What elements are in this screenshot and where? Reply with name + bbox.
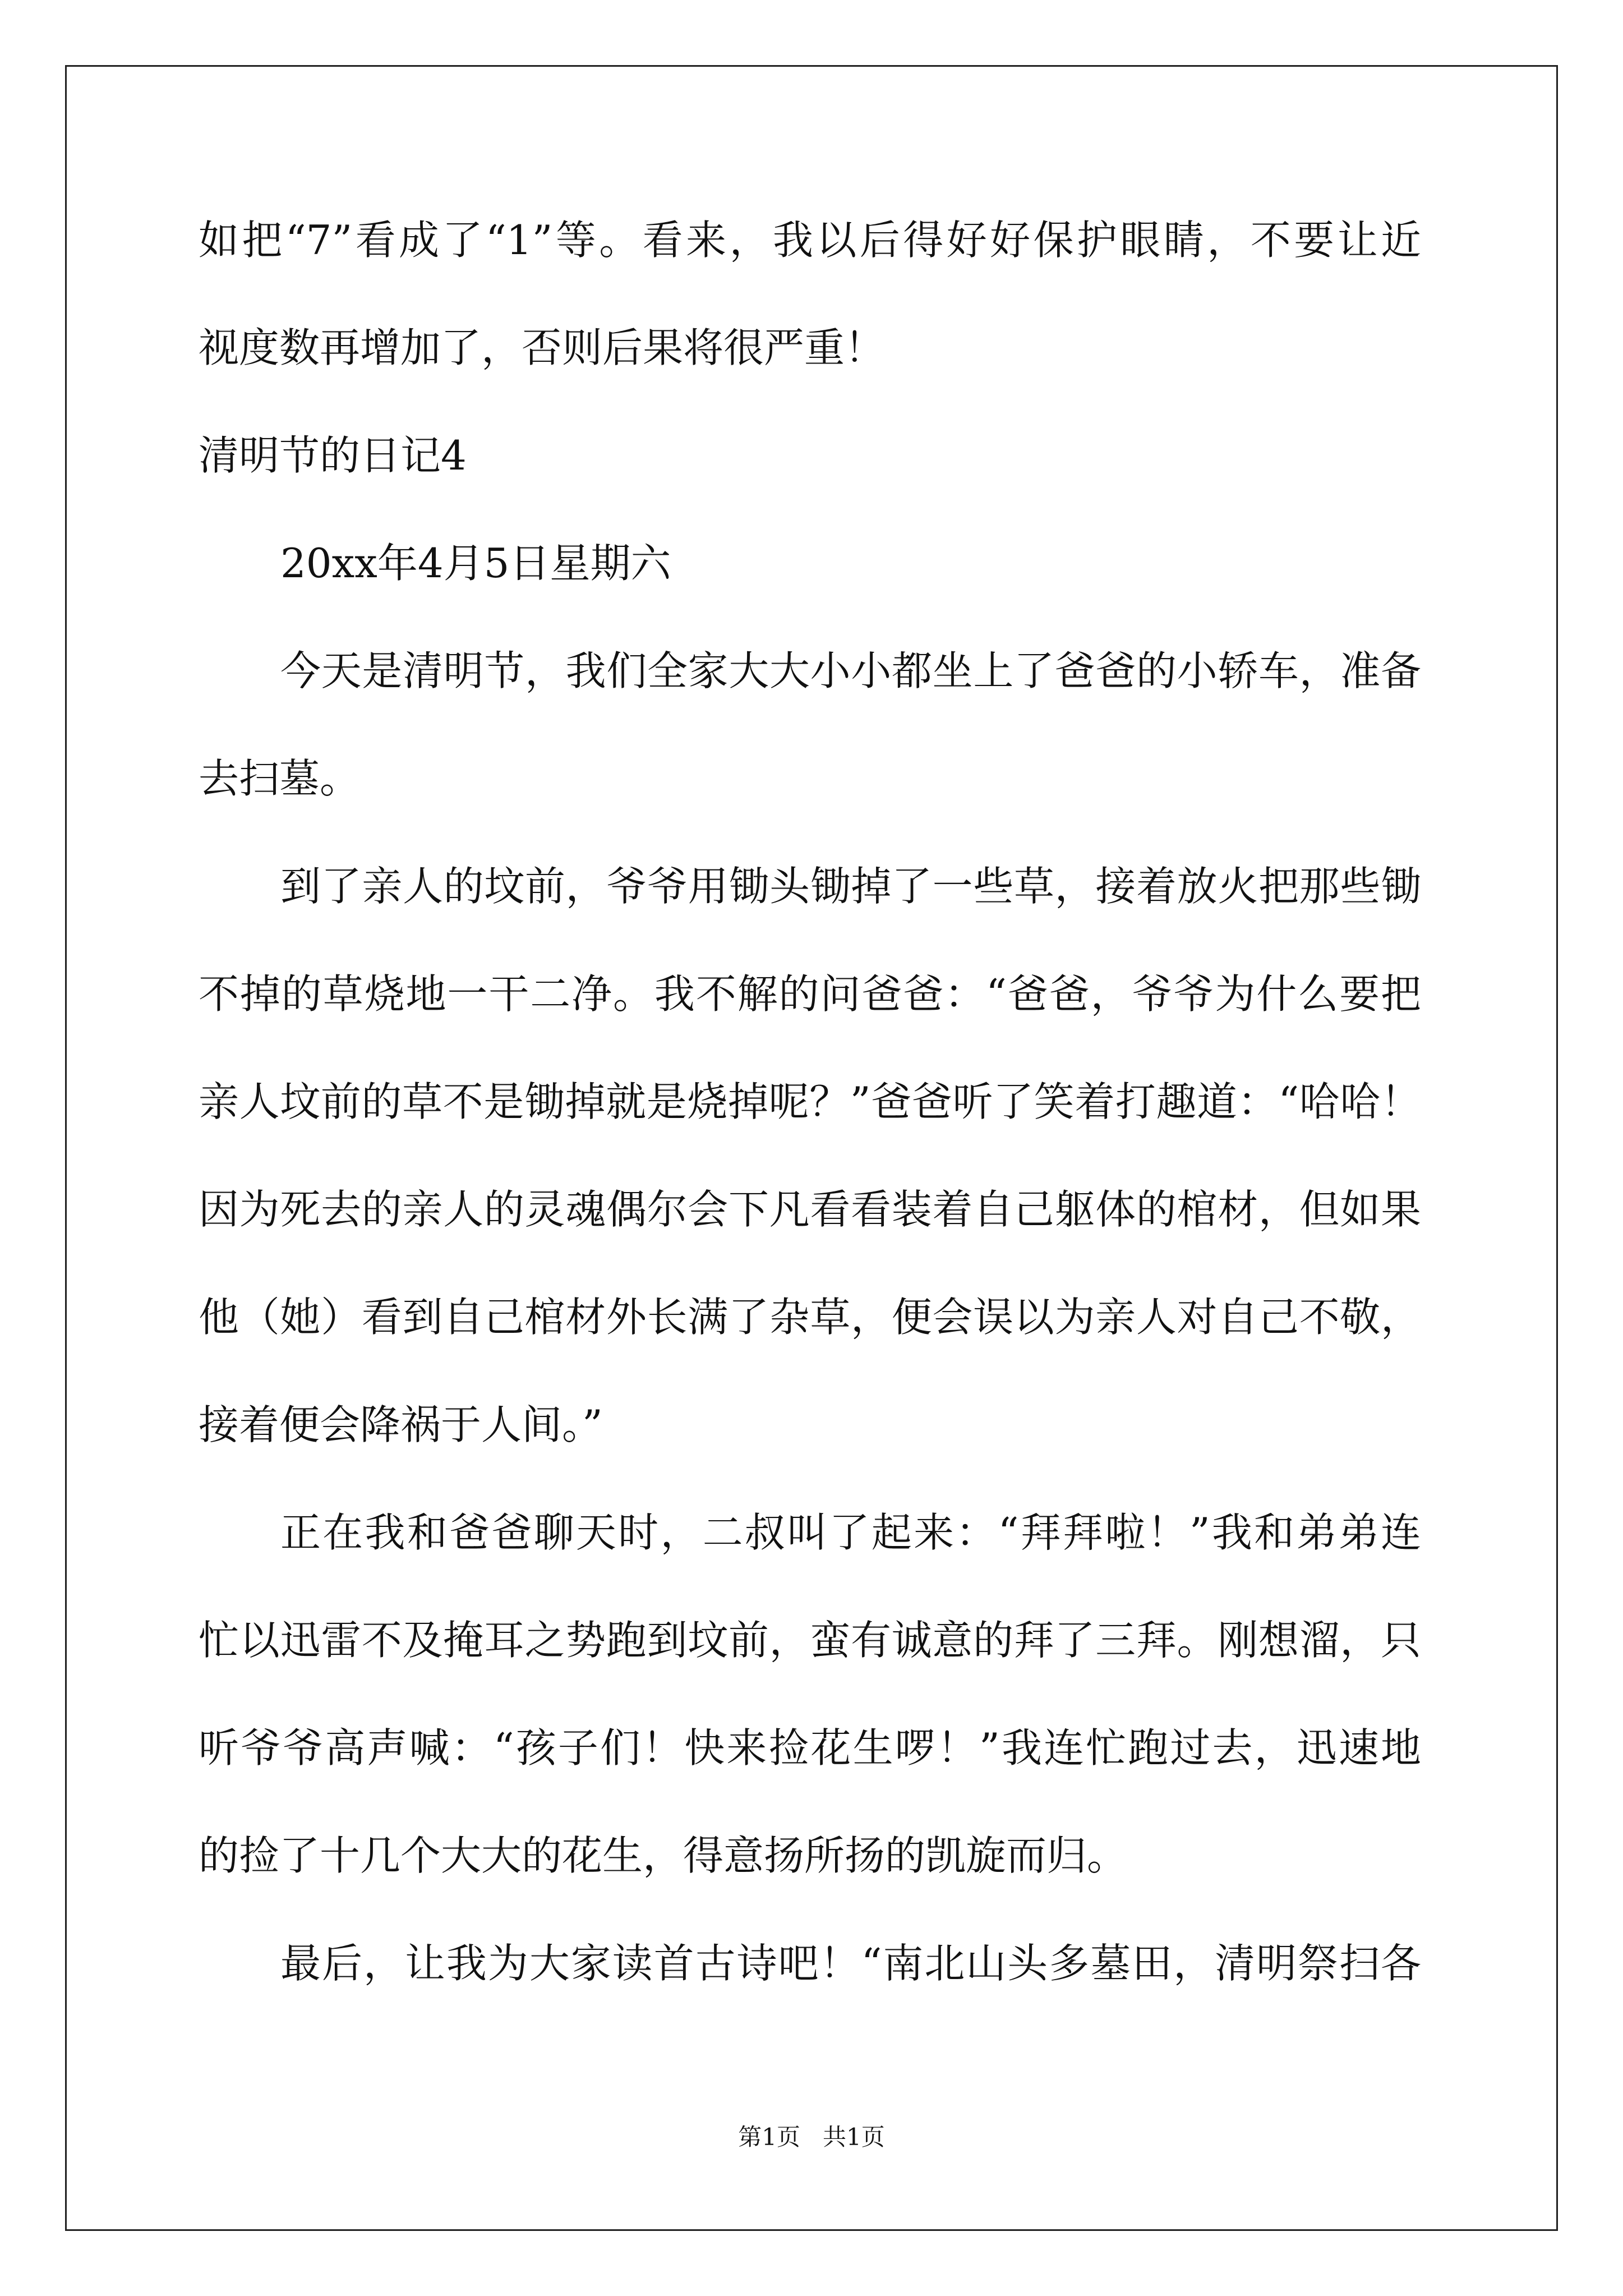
text-line: 因为死去的亲人的灵魂偶尔会下凡看看装着自己躯体的棺材，但如果 xyxy=(199,1186,1421,1233)
text-line: 听爷爷高声喊：“孩子们！快来捡花生啰！”我连忙跑过去，迅速地 xyxy=(199,1724,1421,1772)
text-line: 他（她）看到自己棺材外长满了杂草，便会误以为亲人对自己不敬， xyxy=(199,1294,1421,1341)
text-line: 不掉的草烧地一干二净。我不解的问爸爸：“爸爸，爷爷为什么要把 xyxy=(199,970,1421,1018)
text-line: 今天是清明节，我们全家大大小小都坐上了爸爸的小轿车，准备 xyxy=(280,647,1421,694)
text-line: 亲人坟前的草不是锄掉就是烧掉呢？”爸爸听了笑着打趣道：“哈哈！ xyxy=(199,1078,1421,1125)
text-line: 忙以迅雷不及掩耳之势跑到坟前，蛮有诚意的拜了三拜。刚想溜，只 xyxy=(199,1617,1421,1664)
text-line: 的捡了十几个大大的花生，得意扬所扬的凯旋而归。 xyxy=(199,1832,1128,1879)
diary-date: 20xx年4月5日星期六 xyxy=(280,540,671,587)
text-line: 视度数再增加了，否则后果将很严重！ xyxy=(199,324,886,371)
page-footer: 第1页 共1页 xyxy=(738,2123,885,2151)
text-line: 到了亲人的坟前，爷爷用锄头锄掉了一些草，接着放火把那些锄 xyxy=(280,863,1421,910)
text-line: 最后，让我为大家读首古诗吧！“南北山头多墓田，清明祭扫各 xyxy=(280,1940,1421,1987)
section-heading: 清明节的日记4 xyxy=(199,432,467,479)
text-line: 正在我和爸爸聊天时，二叔叫了起来：“拜拜啦！”我和弟弟连 xyxy=(280,1509,1421,1556)
text-line: 如把“7”看成了“1”等。看来，我以后得好好保护眼睛，不要让近 xyxy=(199,217,1421,264)
page-frame xyxy=(65,65,1558,2231)
text-line: 去扫墓。 xyxy=(199,755,361,802)
text-line: 接着便会降祸于人间。” xyxy=(199,1401,603,1448)
